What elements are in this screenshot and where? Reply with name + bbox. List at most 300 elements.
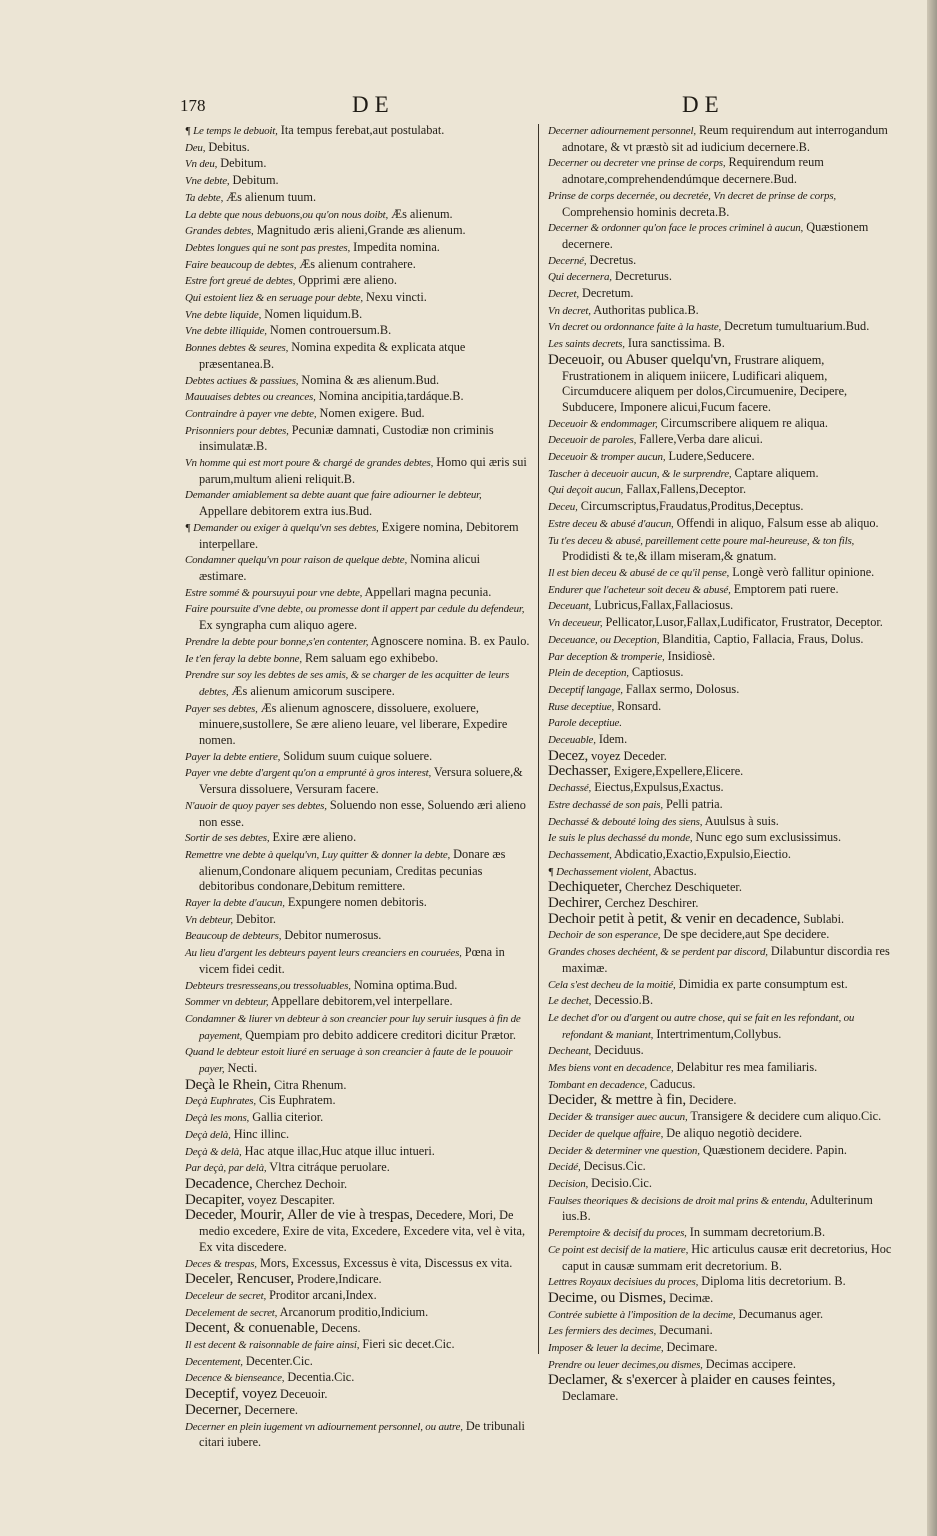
entry-latin: Necti. bbox=[227, 1061, 258, 1076]
entry-french: Mauuaises debtes ou creances, bbox=[185, 391, 316, 404]
entry-french: Debtes actiues & passiues, bbox=[185, 374, 299, 387]
entry-french: Les fermiers des decimes, bbox=[548, 1325, 657, 1338]
entry-latin: Frustrare aliquem, Frustrationem in aliquem iniicere, Ludificari aliquem, Circumducere aliquem per dolos,Circumuenire, Decipere, Subducere, Imponere alicui,Fucum facere. bbox=[562, 352, 848, 414]
entry-french: Contraindre à payer vne debte, bbox=[185, 407, 317, 420]
entry-french: Prendre ou leuer decimes,ou dismes, bbox=[548, 1358, 703, 1371]
dictionary-entry bbox=[185, 830, 530, 847]
entry-french: Deceder, Mourir, Aller de vie à trespas, bbox=[185, 1207, 413, 1224]
entry-french: Grandes debtes, bbox=[185, 225, 254, 238]
entry-latin: De tribunali citari iubere. bbox=[199, 1418, 525, 1450]
dictionary-entry bbox=[185, 634, 530, 651]
entry-french: Condamner & liurer vn debteur à son creancier pour luy seruir iusques à fin de payement, bbox=[185, 1012, 521, 1042]
entry-french: Dechassé, bbox=[548, 782, 592, 795]
entry-french: Decerné, bbox=[548, 254, 587, 267]
entry-latin: Idem. bbox=[598, 732, 628, 747]
dictionary-entry bbox=[548, 732, 893, 749]
entry-latin: Exire ære alieno. bbox=[272, 830, 357, 845]
entry-latin: De aliquo negotiò decidere. bbox=[666, 1125, 803, 1140]
dictionary-entry bbox=[548, 993, 893, 1010]
dictionary-entry bbox=[185, 1044, 530, 1077]
dictionary-entry bbox=[185, 223, 530, 240]
dictionary-entry bbox=[185, 240, 530, 257]
entry-french: Les saints decrets, bbox=[548, 338, 625, 351]
dictionary-entry bbox=[185, 257, 530, 274]
dictionary-entry bbox=[548, 880, 893, 896]
dictionary-entry bbox=[548, 649, 893, 666]
dictionary-entry bbox=[548, 253, 893, 270]
entry-latin: Debitum. bbox=[220, 156, 267, 171]
entry-french: Par deception & tromperie, bbox=[548, 650, 665, 663]
entry-latin: Nunc ego sum exclusissimus. bbox=[695, 830, 842, 845]
dictionary-entry bbox=[548, 432, 893, 449]
dictionary-entry bbox=[185, 1177, 530, 1193]
entry-latin: Exigere,Expellere,Elicere. bbox=[613, 764, 744, 779]
dictionary-entry bbox=[548, 1291, 893, 1307]
dictionary-entry bbox=[548, 830, 893, 847]
dictionary-entry bbox=[185, 140, 530, 157]
dictionary-entry bbox=[185, 190, 530, 207]
entry-latin: Abactus. bbox=[653, 863, 697, 878]
dictionary-entry bbox=[185, 156, 530, 173]
entry-french: Demander amiablement sa debte auant que faire adiourner le debteur, bbox=[185, 489, 482, 502]
dictionary-entry bbox=[548, 516, 893, 533]
entry-latin: Donare æs alienum,Condonare aliquem pecuniam, Creditas pecunias debitoribus condonare,Debitum remittere. bbox=[199, 846, 506, 894]
entry-latin: Nomina optima.Bud. bbox=[353, 977, 458, 992]
dictionary-entry bbox=[548, 699, 893, 716]
entry-latin: Cherchez Dechoir. bbox=[255, 1177, 348, 1191]
entry-latin: Quæstionem decidere. Papin. bbox=[702, 1142, 847, 1157]
entry-latin: Decimare. bbox=[666, 1340, 718, 1355]
entry-latin: Decretus. bbox=[589, 252, 637, 267]
entry-latin: Longè verò fallitur opinione. bbox=[732, 564, 875, 579]
dictionary-entry bbox=[185, 1288, 530, 1305]
dictionary-entry bbox=[548, 912, 893, 928]
dictionary-entry bbox=[185, 928, 530, 945]
entry-latin: Debitus. bbox=[208, 139, 250, 154]
entry-latin: Nomen exigere. Bud. bbox=[319, 405, 425, 420]
entry-french: Faire poursuite d'vne debte, ou promesse dont il appert par cedule du defendeur, bbox=[185, 603, 525, 616]
entry-french: Qui deçoit aucun, bbox=[548, 484, 624, 497]
entry-french: Dechiqueter, bbox=[548, 879, 623, 896]
entry-french: ¶ Demander ou exiger à quelqu'vn ses debtes, bbox=[185, 521, 379, 534]
dictionary-entry bbox=[185, 1337, 530, 1354]
entry-latin: Captare aliquem. bbox=[734, 465, 819, 480]
dictionary-entry bbox=[548, 749, 893, 765]
entry-latin: Pecuniæ damnati, Custodiæ non criminis insimulatæ.B. bbox=[199, 422, 494, 454]
entry-latin: Ex syngrapha cum aliquo agere. bbox=[199, 618, 358, 633]
dictionary-entry bbox=[548, 847, 893, 864]
dictionary-entry bbox=[185, 1403, 530, 1419]
entry-french: Au lieu d'argent les debteurs payent leurs creanciers en couruées, bbox=[185, 947, 462, 960]
entry-latin: Decernere. bbox=[244, 1402, 298, 1417]
dictionary-entry bbox=[548, 449, 893, 466]
entry-french: Deceuoir de paroles, bbox=[548, 434, 637, 447]
entry-french: Rayer la debte d'aucun, bbox=[185, 897, 285, 910]
entry-french: Payer la debte entiere, bbox=[185, 750, 281, 763]
entry-latin: Decimæ. bbox=[669, 1290, 714, 1305]
entry-french: Deçà les mons, bbox=[185, 1112, 250, 1125]
entry-latin: Requirendum reum adnotare,comprehendendúmque decernere.Bud. bbox=[562, 155, 824, 187]
dictionary-entry bbox=[548, 416, 893, 433]
entry-french: Decerner & ordonner qu'on face le proces criminel à aucun, bbox=[548, 222, 804, 235]
entry-latin: Quæstionem decernere. bbox=[562, 220, 869, 251]
dictionary-entry bbox=[185, 273, 530, 290]
entry-latin: Fallax sermo, Dolosus. bbox=[625, 681, 740, 696]
entry-french: Vn homme qui est mort poure & chargé de grandes debtes, bbox=[185, 457, 434, 470]
dictionary-entry bbox=[185, 455, 530, 487]
dictionary-entry bbox=[185, 173, 530, 190]
entry-latin: Gallia citerior. bbox=[252, 1110, 324, 1125]
dictionary-entry bbox=[185, 323, 530, 340]
dictionary-entry bbox=[185, 389, 530, 406]
dictionary-entry bbox=[548, 1010, 893, 1043]
page-number: 178 bbox=[180, 96, 206, 115]
dictionary-entry bbox=[185, 207, 530, 224]
entry-latin: Dilabuntur discordia res maximæ. bbox=[562, 944, 890, 975]
entry-french: Decentement, bbox=[185, 1355, 243, 1368]
entry-french: Deceu, bbox=[548, 501, 578, 514]
entry-latin: Authoritas publica.B. bbox=[593, 302, 699, 317]
entry-french: Remettre vne debte à quelqu'vn, Luy quitter & donner la debte, bbox=[185, 848, 451, 861]
dictionary-entry bbox=[185, 749, 530, 766]
dictionary-entry bbox=[185, 406, 530, 423]
dictionary-entry bbox=[548, 1109, 893, 1126]
entry-latin: Deciduus. bbox=[594, 1043, 644, 1058]
entry-latin: Decentia.Cic. bbox=[287, 1370, 355, 1385]
entry-french: Deceuance, ou Deception, bbox=[548, 633, 660, 646]
entry-french: Cela s'est decheu de la moitié, bbox=[548, 978, 676, 991]
entry-latin: Decessio.B. bbox=[594, 993, 654, 1008]
entry-french: Prendre sur soy les debtes de ses amis, & se charger de les acquitter de leurs debtes, bbox=[185, 669, 510, 698]
entry-latin: Deceuoir. bbox=[280, 1387, 328, 1402]
dictionary-entry bbox=[548, 927, 893, 944]
entry-latin: Agnoscere nomina. B. ex Paulo. bbox=[370, 633, 530, 648]
entry-latin: Hic articulus causæ erit decretorius, Hoc caput in causæ summam erit decretorium. B. bbox=[562, 1241, 892, 1273]
entry-french: Quand le debteur estoit liuré en seruage à son creancier à faute de le pouuoir payer, bbox=[185, 1046, 513, 1076]
dictionary-entry bbox=[185, 1144, 530, 1161]
entry-latin: Prodidisti & te,& illam miseram,& gnatum. bbox=[562, 549, 777, 564]
entry-french: Deceuoir & endommager, bbox=[548, 417, 658, 430]
entry-latin: Pellicator,Lusor,Fallax,Ludificator, Frustrator, Deceptor. bbox=[605, 615, 883, 630]
entry-french: Vn debteur, bbox=[185, 913, 233, 926]
entry-latin: Lubricus,Fallax,Fallaciosus. bbox=[594, 598, 734, 613]
entry-french: Dechassement, bbox=[548, 848, 612, 861]
entry-latin: Decens. bbox=[321, 1321, 361, 1336]
entry-french: Deceptif, voyez bbox=[185, 1386, 277, 1403]
dictionary-entry bbox=[185, 123, 530, 140]
entry-french: Faulses theoriques & decisions de droit mal prins & entendu, bbox=[548, 1194, 808, 1207]
dictionary-entry bbox=[548, 1323, 893, 1340]
dictionary-entry bbox=[548, 977, 893, 994]
dictionary-entry bbox=[548, 303, 893, 320]
entry-french: Endurer que l'acheteur soit deceu & abusé, bbox=[548, 583, 731, 596]
entry-latin: Prodere,Indicare. bbox=[296, 1272, 382, 1287]
entry-latin: Decumani. bbox=[659, 1323, 713, 1338]
dictionary-entry bbox=[185, 1321, 530, 1337]
entry-french: Sommer vn debteur, bbox=[185, 996, 269, 1009]
entry-french: Decime, ou Dismes, bbox=[548, 1289, 667, 1306]
entry-french: Lettres Royaux decisiues du proces, bbox=[548, 1276, 699, 1289]
entry-latin: Declamare. bbox=[562, 1389, 619, 1404]
dictionary-entry bbox=[185, 423, 530, 455]
entry-french: Decider & determiner vne question, bbox=[548, 1144, 700, 1157]
dictionary-entry bbox=[185, 701, 530, 749]
page-header bbox=[0, 92, 927, 122]
entry-french: Vne debte liquide, bbox=[185, 308, 262, 321]
entry-latin: Appellare debitorem,vel interpellare. bbox=[270, 994, 453, 1009]
dictionary-entry bbox=[185, 978, 530, 995]
entry-latin: Impedita nomina. bbox=[353, 239, 440, 254]
entry-french: Deceuable, bbox=[548, 734, 596, 747]
entry-french: Deçà Euphrates, bbox=[185, 1095, 256, 1108]
column-divider bbox=[538, 124, 539, 1354]
entry-latin: Cis Euphratem. bbox=[259, 1093, 336, 1108]
entry-french: Tombant en decadence, bbox=[548, 1078, 647, 1091]
dictionary-entry bbox=[548, 797, 893, 814]
left-column bbox=[185, 123, 530, 1450]
entry-french: Par deçà, par delà, bbox=[185, 1162, 267, 1175]
entry-french: Decerner adiournement personnel, bbox=[548, 125, 696, 137]
dictionary-entry bbox=[185, 1011, 530, 1044]
dictionary-entry bbox=[185, 487, 530, 519]
entry-latin: Nomen liquidum.B. bbox=[264, 306, 363, 321]
entry-latin: Circumscriptus,Fraudatus,Proditus,Deceptus. bbox=[580, 499, 804, 514]
dictionary-entry bbox=[185, 798, 530, 830]
dictionary-entry bbox=[548, 1060, 893, 1077]
entry-french: Tascher à deceuoir aucun, & le surprendre, bbox=[548, 467, 732, 480]
entry-french: Dechoir petit à petit, & venir en decadence, bbox=[548, 910, 801, 927]
dictionary-entry bbox=[548, 715, 893, 732]
entry-latin: Auulsus à suis. bbox=[704, 813, 779, 828]
entry-latin: Circumscribere aliquem re aliqua. bbox=[660, 415, 828, 430]
entry-french: Decadence, bbox=[185, 1176, 253, 1192]
dictionary-entry bbox=[185, 373, 530, 390]
entry-french: Ie t'en feray la debte bonne, bbox=[185, 652, 302, 665]
entry-french: Vn deu, bbox=[185, 158, 218, 171]
entry-french: Imposer & leuer la decime, bbox=[548, 1342, 664, 1355]
entry-latin: Appellare debitorem extra ius.Bud. bbox=[199, 504, 373, 519]
entry-latin: Magnitudo æris alieni,Grande æs alienum. bbox=[256, 223, 466, 238]
entry-latin: De spe decidere,aut Spe decidere. bbox=[663, 927, 830, 942]
entry-latin: Nomina alicui æstimare. bbox=[199, 552, 481, 583]
entry-french: Decidé, bbox=[548, 1161, 581, 1174]
entry-french: Qui estoient liez & en seruage pour debte, bbox=[185, 292, 363, 305]
entry-french: Sortir de ses debtes, bbox=[185, 832, 270, 845]
entry-latin: Solidum suum cuique soluere. bbox=[283, 748, 433, 763]
entry-french: Deceptif langage, bbox=[548, 683, 623, 696]
entry-french: N'auoir de quoy payer ses debtes, bbox=[185, 799, 327, 812]
dictionary-entry bbox=[548, 286, 893, 303]
dictionary-entry bbox=[548, 123, 893, 155]
entry-french: Dechassé & debouté loing des siens, bbox=[548, 815, 703, 828]
entry-latin: Abdicatio,Exactio,Expulsio,Eiectio. bbox=[614, 846, 791, 861]
entry-latin: Decumanus ager. bbox=[738, 1306, 824, 1321]
right-column bbox=[548, 123, 893, 1404]
entry-latin: Homo qui æris sui parum,multum alieni reliquit.B. bbox=[199, 455, 527, 486]
dictionary-entry bbox=[548, 682, 893, 699]
entry-latin: Cherchez Deschiqueter. bbox=[625, 880, 742, 895]
dictionary-entry bbox=[548, 665, 893, 682]
dictionary-entry bbox=[548, 780, 893, 797]
dictionary-entry bbox=[548, 1193, 893, 1225]
entry-french: Bonnes debtes & seures, bbox=[185, 342, 289, 355]
entry-latin: In summam decretorium.B. bbox=[689, 1225, 826, 1240]
entry-latin: Debitum. bbox=[232, 173, 279, 188]
entry-french: Payer ses debtes, bbox=[185, 702, 258, 715]
entry-french: Vn deceueur, bbox=[548, 617, 603, 630]
dictionary-entry bbox=[548, 1357, 893, 1374]
entry-french: ¶ Dechassement violent, bbox=[548, 865, 651, 878]
entry-french: Tu t'es deceu & abusé, pareillement cette poure mal-heureuse, & ton fils, bbox=[548, 534, 855, 547]
entry-french: Deceuoir, ou Abuser quelqu'vn, bbox=[548, 351, 732, 368]
entry-french: Deceler, Rencuser, bbox=[185, 1271, 294, 1288]
entry-latin: Blanditia, Captio, Fallacia, Fraus, Dolus. bbox=[662, 631, 864, 646]
entry-french: Deceuoir & tromper aucun, bbox=[548, 451, 666, 464]
entry-latin: Transigere & decidere cum aliquo.Cic. bbox=[690, 1109, 882, 1124]
entry-latin: Comprehensio hominis decreta.B. bbox=[562, 204, 730, 219]
dictionary-entry bbox=[185, 1093, 530, 1110]
dictionary-entry bbox=[548, 336, 893, 353]
dictionary-entry bbox=[185, 520, 530, 552]
entry-french: Peremptoire & decisif du proces, bbox=[548, 1227, 687, 1240]
entry-french: Decider de quelque affaire, bbox=[548, 1127, 664, 1140]
entry-french: Prisonniers pour debtes, bbox=[185, 424, 289, 437]
entry-french: Decerner en plein iugement vn adiournement personnel, ou autre, bbox=[185, 1420, 463, 1433]
page-edge bbox=[927, 0, 937, 1536]
dictionary-entry bbox=[548, 896, 893, 912]
entry-french: Deceuant, bbox=[548, 600, 592, 613]
dictionary-entry bbox=[548, 533, 893, 565]
entry-latin: Decenter.Cic. bbox=[245, 1353, 313, 1368]
dictionary-entry bbox=[548, 814, 893, 831]
entry-french: Contrée subiette à l'imposition de la decime, bbox=[548, 1308, 736, 1321]
dictionary-entry bbox=[548, 1373, 893, 1404]
entry-french: Decent, & conuenable, bbox=[185, 1320, 319, 1337]
entry-latin: Ludere,Seducere. bbox=[668, 449, 755, 464]
entry-latin: Debitor numerosus. bbox=[284, 928, 382, 943]
entry-french: Plein de deception, bbox=[548, 667, 629, 680]
entry-french: Dechasser, bbox=[548, 763, 611, 780]
entry-french: Decider, & mettre à fin, bbox=[548, 1092, 686, 1109]
entry-latin: Decidere. bbox=[688, 1093, 737, 1108]
dictionary-entry bbox=[185, 994, 530, 1011]
dictionary-entry bbox=[185, 1370, 530, 1387]
entry-latin: Soluendo non esse, Soluendo æri alieno non esse. bbox=[199, 797, 526, 829]
entry-french: Ie suis le plus dechassé du monde, bbox=[548, 832, 693, 845]
running-head-right: DE bbox=[682, 92, 725, 117]
dictionary-entry bbox=[548, 155, 893, 187]
entry-latin: Decisio.Cic. bbox=[591, 1176, 652, 1190]
dictionary-entry bbox=[548, 944, 893, 976]
entry-french: Parole deceptiue. bbox=[548, 717, 622, 730]
entry-latin: Decreturus. bbox=[614, 269, 672, 284]
dictionary-entry bbox=[548, 632, 893, 649]
entry-latin: Cerchez Deschirer. bbox=[604, 896, 699, 911]
entry-french: Ce point est decisif de la matiere, bbox=[548, 1243, 689, 1256]
entry-latin: Reum requirendum aut interrogandum adnotare, & vt præstò sit ad iudicium decernere.B. bbox=[562, 123, 888, 154]
entry-latin: Caducus. bbox=[650, 1076, 696, 1091]
entry-latin: Fallere,Verba dare alicui. bbox=[639, 432, 763, 447]
dictionary-entry bbox=[548, 1225, 893, 1242]
entry-french: Deçà & delà, bbox=[185, 1145, 242, 1158]
entry-french: Vn decret ou ordonnance faite à la haste, bbox=[548, 321, 722, 334]
entry-latin: Offendi in aliquo, Falsum esse ab aliquo. bbox=[676, 515, 879, 530]
entry-french: Payer vne debte d'argent qu'on a emprunté à gros interest, bbox=[185, 767, 432, 780]
dictionary-entry bbox=[548, 1159, 893, 1176]
dictionary-entry bbox=[548, 1043, 893, 1060]
entry-french: Estre fort greué de debtes, bbox=[185, 275, 296, 288]
entry-latin: Mors, Excessus, Excessus è vita, Discessus ex vita. bbox=[259, 1255, 513, 1270]
dictionary-entry bbox=[548, 1077, 893, 1094]
entry-french: Decision, bbox=[548, 1178, 589, 1190]
entry-latin: Pelli patria. bbox=[665, 796, 723, 811]
entry-french: Deu, bbox=[185, 141, 206, 154]
entry-latin: Delabitur res mea familiaris. bbox=[676, 1060, 818, 1075]
entry-french: Decapiter, bbox=[185, 1191, 245, 1208]
entry-latin: Æs alienum tuum. bbox=[226, 189, 317, 204]
entry-french: Decez, bbox=[548, 747, 589, 764]
entry-french: Decider & transiger auec aucun, bbox=[548, 1111, 688, 1124]
dictionary-entry bbox=[185, 1387, 530, 1403]
dictionary-entry bbox=[548, 466, 893, 483]
entry-latin: Versura soluere,& Versura dissoluere, Versuram facere. bbox=[199, 765, 523, 797]
dictionary-entry bbox=[185, 765, 530, 797]
dictionary-entry bbox=[185, 945, 530, 977]
entry-latin: Æs alienum amicorum suscipere. bbox=[231, 683, 395, 698]
entry-latin: voyez Deceder. bbox=[591, 748, 667, 763]
dictionary-entry bbox=[185, 585, 530, 602]
dictionary-entry bbox=[548, 188, 893, 220]
entry-latin: Debitor. bbox=[235, 911, 276, 926]
dictionary-entry bbox=[185, 601, 530, 633]
entry-latin: Exigere nomina, Debitorem interpellare. bbox=[199, 519, 519, 551]
entry-latin: Sublabi. bbox=[803, 911, 845, 926]
dictionary-entry bbox=[185, 1354, 530, 1371]
entry-french: Vne debte illiquide, bbox=[185, 325, 267, 338]
dictionary-entry bbox=[548, 1176, 893, 1193]
dictionary-entry bbox=[185, 1208, 530, 1255]
entry-latin: Decisus.Cic. bbox=[583, 1159, 646, 1174]
entry-french: Decret, bbox=[548, 288, 579, 301]
dictionary-entry bbox=[185, 1305, 530, 1322]
entry-latin: Fallax,Fallens,Deceptor. bbox=[626, 482, 747, 497]
entry-latin: Decretum. bbox=[581, 286, 634, 301]
dictionary-entry bbox=[548, 319, 893, 336]
dictionary-entry bbox=[548, 1242, 893, 1274]
entry-french: Estre sommé & poursuyui pour vne debte, bbox=[185, 586, 363, 599]
entry-latin: Dimidia ex parte consumptum est. bbox=[678, 976, 848, 991]
dictionary-entry bbox=[548, 269, 893, 286]
entry-latin: Expungere nomen debitoris. bbox=[287, 895, 427, 910]
entry-latin: Proditor arcani,Index. bbox=[269, 1287, 377, 1302]
dictionary-entry bbox=[185, 1127, 530, 1144]
entry-french: Debtes longues qui ne sont pas prestes, bbox=[185, 241, 351, 254]
entry-french: Deces & trespas, bbox=[185, 1257, 257, 1270]
dictionary-entry bbox=[548, 1126, 893, 1143]
dictionary-entry bbox=[185, 552, 530, 584]
dictionary-entry bbox=[185, 1078, 530, 1094]
dictionary-entry bbox=[548, 1274, 893, 1291]
entry-latin: Decretum tumultuarium.Bud. bbox=[724, 319, 870, 334]
entry-latin: Nexu vincti. bbox=[366, 290, 427, 305]
entry-french: Vne debte, bbox=[185, 175, 230, 188]
dictionary-entry bbox=[185, 912, 530, 929]
entry-french: Dechirer, bbox=[548, 895, 602, 912]
entry-french: Mes biens vont en decadence, bbox=[548, 1062, 674, 1075]
dictionary-entry bbox=[185, 290, 530, 307]
entry-latin: Ita tempus ferebat,aut postulabat. bbox=[280, 123, 445, 137]
dictionary-entry bbox=[548, 598, 893, 615]
